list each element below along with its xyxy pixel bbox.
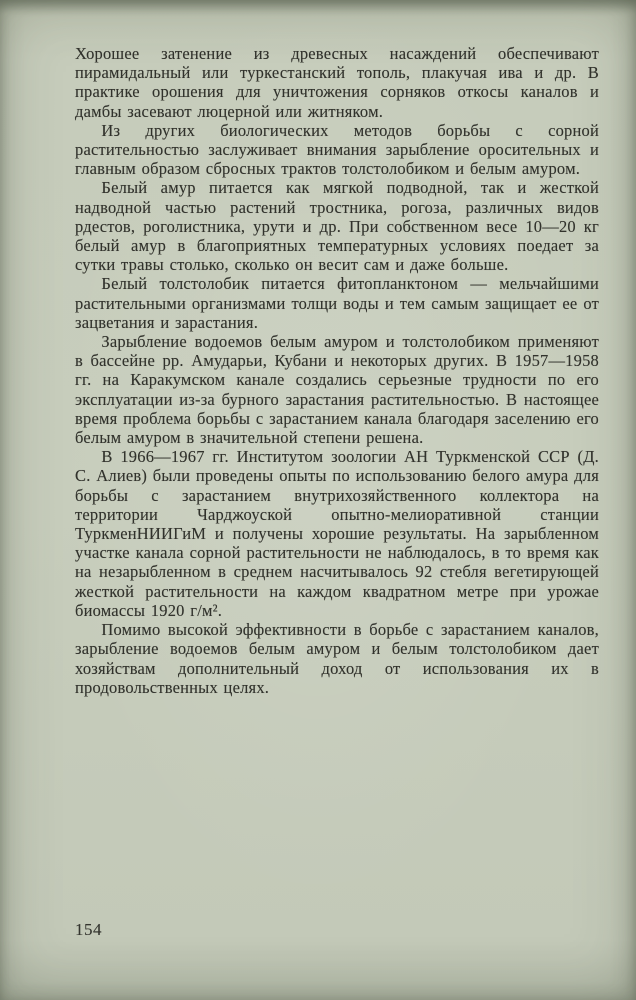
paragraph: Помимо высокой эффективности в борьбе с зарастанием каналов, зарыбление водоемов белым амуром и белым толстолобиком дает хозяйствам дополнительный доход от использования их в продовольственных целях. bbox=[75, 620, 599, 697]
paragraph: Зарыбление водоемов белым амуром и толстолобиком применяют в бассейне рр. Амударьи, Кубани и некоторых других. В 1957—1958 гг. на Каракумском канале создались серьезные трудности по его эксплуатации из-за бурного зарастания растительностью. В настоящее время проблема борьбы с зарастанием канала благодаря заселению его белым амуром в значительной степени решена. bbox=[75, 332, 599, 448]
page-text-block bbox=[75, 44, 599, 697]
page-number: 154 bbox=[75, 920, 102, 939]
paragraph: Белый амур питается как мягкой подводной, так и жесткой надводной частью растений тростника, рогоза, различных видов рдестов, роголистника, урути и др. При собственном весе 10—20 кг белый амур в благоприятных температурных условиях поедает за сутки травы столько, сколько он весит сам и даже больше. bbox=[75, 178, 599, 275]
paragraph: Белый толстолобик питается фитопланктоном — мельчайшими растительными организмами толщи воды и тем самым защищает ее от зацветания и зарастания. bbox=[75, 274, 599, 332]
paragraph: Хорошее затенение из древесных насаждений обеспечивают пирамидальный или туркестанский тополь, плакучая ива и др. В практике орошения для уничтожения сорняков откосы каналов и дамбы засевают люцерной или житняком. bbox=[75, 44, 599, 121]
paragraph: В 1966—1967 гг. Институтом зоологии АН Туркменской ССР (Д. С. Алиев) были проведены опыты по использованию белого амура для борьбы с зарастанием внутрихозяйственного коллектора на территории Чарджоуской опытно-мелиоративной станции ТуркменНИИГиМ и получены хорошие результаты. На зарыбленном участке канала сорной растительности не наблюдалось, в то время как на незарыбленном в среднем насчитывалось 92 стебля вегетирующей жесткой растительности на каждом квадратном метре при урожае биомассы 1920 г/м². bbox=[75, 447, 599, 620]
paragraph: Из других биологических методов борьбы с сорной растительностью заслуживает внимания зарыбление оросительных и главным образом сбросных трактов толстолобиком и белым амуром. bbox=[75, 120, 599, 179]
